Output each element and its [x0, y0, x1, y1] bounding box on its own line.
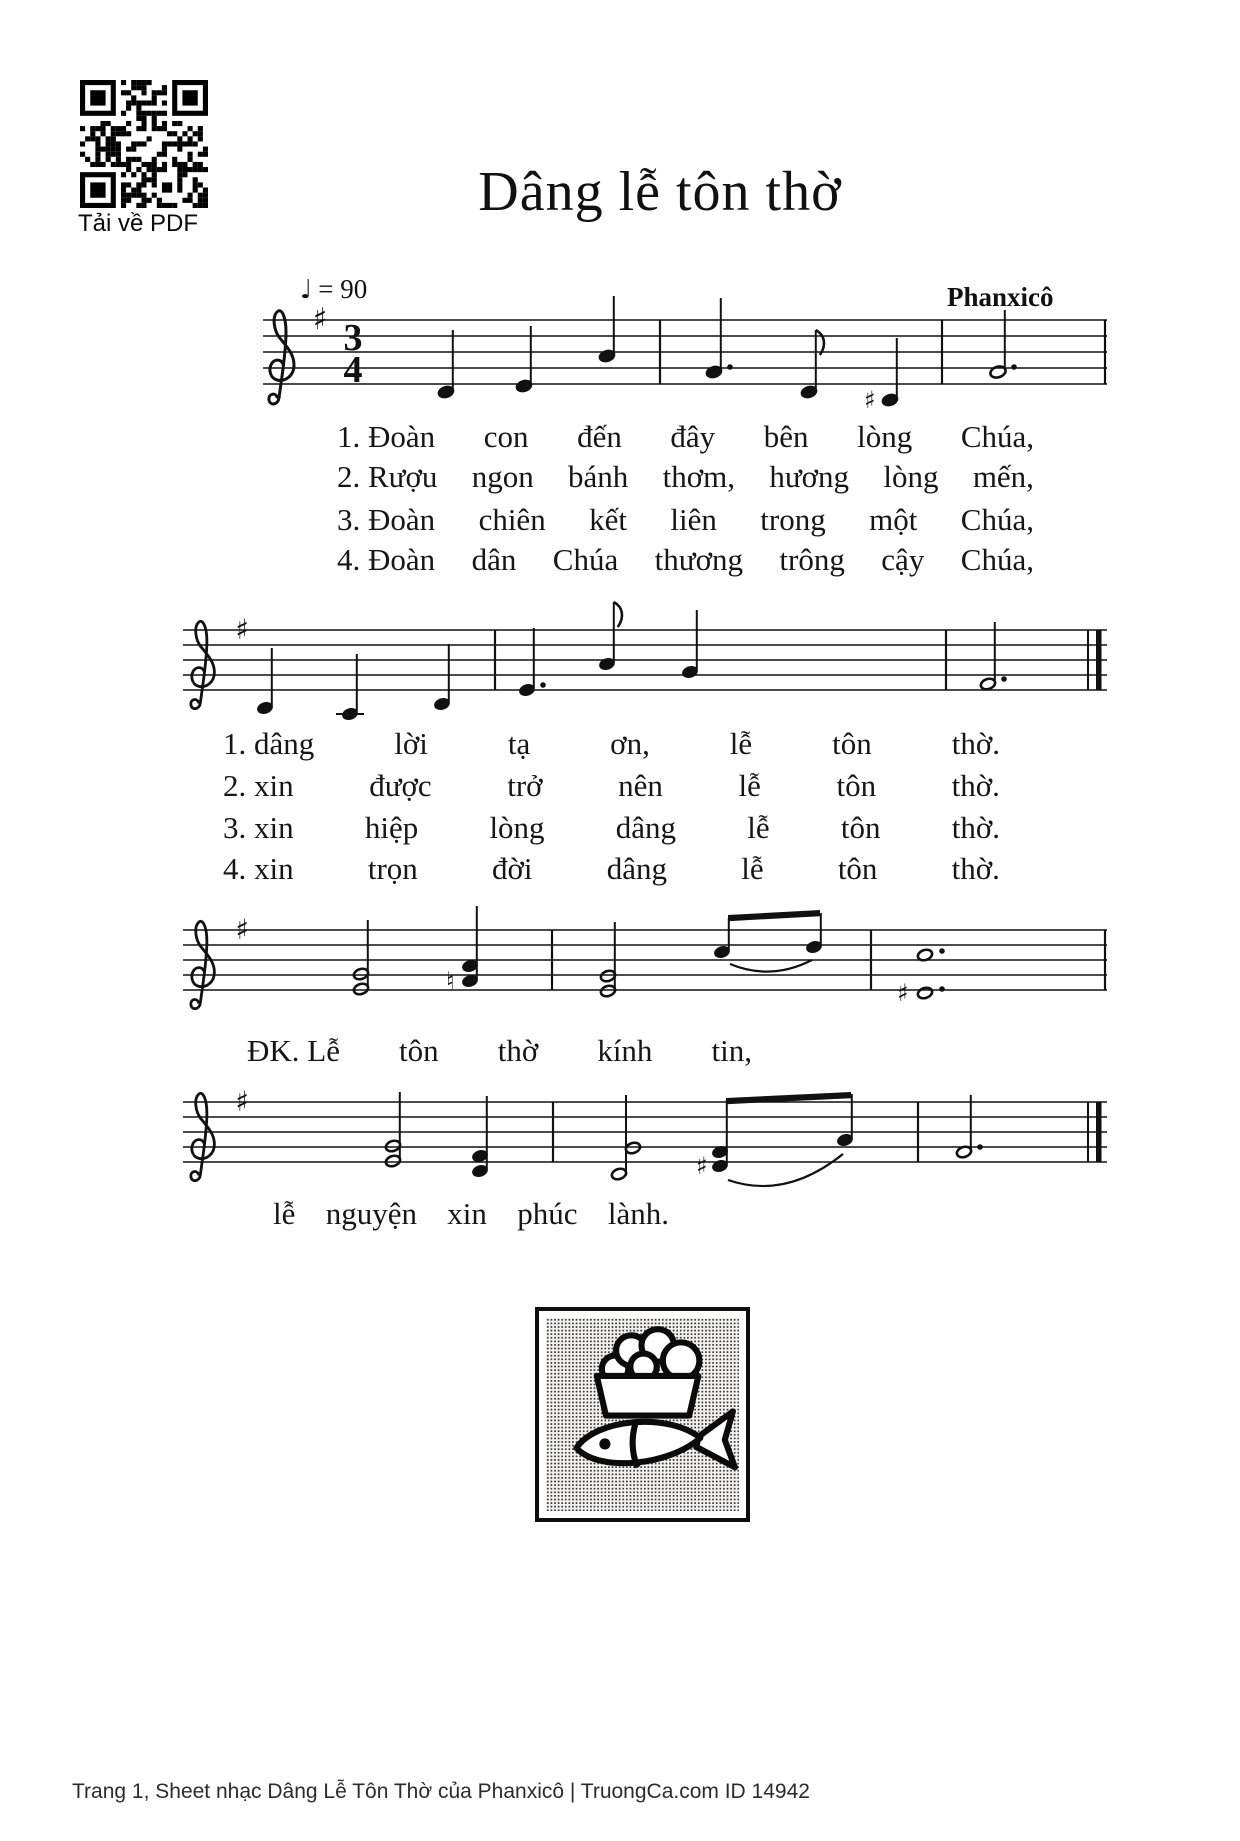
lyrics-verse-intro-1	[337, 419, 1034, 455]
lyrics-verse-end-3	[223, 810, 1000, 846]
lyric-word: 2. Rượu	[337, 459, 438, 494]
lyric-word: dâng	[606, 851, 667, 886]
lyric-word: lành.	[607, 1196, 669, 1231]
lyric-word: thờ.	[951, 810, 1000, 845]
lyric-word: phúc	[517, 1196, 578, 1231]
lyric-word: Chúa	[552, 542, 619, 577]
lyrics-chorus-1	[247, 1033, 752, 1069]
lyric-word: xin	[447, 1196, 487, 1231]
lyric-word: cậy	[881, 542, 925, 577]
lyric-word: 3. xin	[223, 810, 294, 845]
lyric-word: trông	[779, 542, 845, 577]
svg-text:♮: ♮	[446, 967, 455, 995]
quarter-note-icon: ♩	[300, 275, 313, 305]
lyric-word: dân	[471, 542, 517, 577]
lyric-word: lễ	[741, 851, 764, 886]
lyric-word: 4. Đoàn	[337, 542, 436, 577]
lyric-word: lễ	[729, 726, 753, 761]
svg-text:♯: ♯	[696, 1152, 708, 1180]
time-signature-top: 3	[343, 317, 363, 359]
footer-caption: Trang 1, Sheet nhạc Dâng Lễ Tôn Thờ của Phanxicô | TruongCa.com ID 14942	[72, 1780, 810, 1803]
lyric-word: bánh	[568, 459, 629, 494]
lyrics-chorus-2	[273, 1196, 669, 1232]
lyric-word: lòng	[857, 419, 913, 454]
lyric-word: Chúa,	[960, 502, 1034, 537]
time-signature-bottom: 4	[343, 349, 363, 391]
lyric-word: thờ.	[951, 726, 1000, 761]
lyric-word: kết	[589, 502, 627, 537]
download-pdf-label[interactable]: Tải về PDF	[78, 210, 199, 237]
lyric-word: nguyện	[325, 1196, 417, 1231]
lyric-word: tôn	[836, 768, 877, 803]
lyric-word: Chúa,	[960, 419, 1034, 454]
lyric-word: lòng	[883, 459, 939, 494]
bread-fish-logo	[535, 1307, 750, 1522]
lyrics-verse-end-2	[223, 768, 1000, 804]
lyric-word: tôn	[832, 726, 872, 761]
svg-text:♯: ♯	[864, 386, 876, 414]
lyric-word: hương	[769, 459, 850, 494]
lyric-word: 2. xin	[223, 768, 294, 803]
lyric-word: con	[483, 419, 529, 454]
lyric-word: được	[369, 768, 432, 803]
lyric-word: bên	[763, 419, 809, 454]
treble-clef-icon	[269, 311, 294, 404]
lyric-word: lòng	[489, 810, 545, 845]
lyric-word: tôn	[840, 810, 881, 845]
lyric-word: dâng	[615, 810, 677, 845]
lyric-word: 1. dâng	[223, 726, 315, 761]
lyric-word: ơn,	[610, 726, 650, 761]
lyric-word: chiên	[478, 502, 546, 537]
key-signature-sharp: ♯	[235, 1085, 249, 1118]
key-signature-sharp: ♯	[235, 613, 249, 646]
tempo-value: = 90	[318, 274, 368, 304]
lyric-word: lễ	[738, 768, 761, 803]
lyric-word: trở	[507, 768, 543, 803]
lyric-word: mến,	[972, 459, 1034, 494]
lyric-word: hiệp	[364, 810, 419, 845]
staff-1	[263, 296, 1107, 414]
lyric-word: ngon	[471, 459, 534, 494]
lyric-word: 1. Đoàn	[337, 419, 436, 454]
lyric-word: liên	[670, 502, 717, 537]
lyrics-verse-end-4	[223, 851, 1000, 887]
lyric-word: thương	[654, 542, 743, 577]
bread-fish-icon	[546, 1318, 739, 1511]
lyric-word: đến	[577, 419, 622, 454]
composer-name: Phanxicô	[947, 282, 1054, 312]
lyric-word: 3. Đoàn	[337, 502, 436, 537]
lyric-word: một	[869, 502, 918, 537]
lyric-word: trong	[760, 502, 826, 537]
lyrics-verse-intro-3	[337, 502, 1034, 538]
lyric-word: tôn	[399, 1033, 439, 1068]
lyric-word: trọn	[367, 851, 418, 886]
lyric-word: kính	[597, 1033, 653, 1068]
lyric-word: tôn	[837, 851, 878, 886]
key-signature-sharp: ♯	[235, 913, 249, 946]
lyrics-verse-intro-2	[337, 459, 1034, 495]
song-title: Dâng lễ tôn thờ	[478, 161, 842, 223]
staff-4	[183, 1085, 1107, 1186]
staff-3	[183, 906, 1107, 1009]
staff-2	[183, 602, 1107, 721]
lyric-word: nên	[618, 768, 663, 803]
lyric-word: đời	[492, 851, 533, 886]
lyrics-verse-end-1	[223, 726, 1000, 762]
treble-clef-icon	[191, 1093, 215, 1180]
key-signature-sharp: ♯	[312, 302, 328, 337]
lyric-word: tin,	[711, 1033, 752, 1068]
lyric-word: 4. xin	[223, 851, 294, 886]
lyric-word: đây	[670, 419, 716, 454]
lyric-word: thờ.	[951, 851, 1000, 886]
svg-text:♯: ♯	[897, 979, 909, 1007]
lyric-word: thờ	[497, 1033, 539, 1068]
lyric-word: Chúa,	[960, 542, 1034, 577]
treble-clef-icon	[191, 621, 215, 708]
lyrics-verse-intro-4	[337, 542, 1034, 578]
lyric-word: tạ	[507, 726, 531, 761]
lyric-word: thờ.	[951, 768, 1000, 803]
lyric-word: lễ	[747, 810, 770, 845]
tempo-marking	[300, 274, 367, 305]
lyric-word: thơm,	[662, 459, 735, 494]
treble-clef-icon	[191, 921, 215, 1008]
lyric-word: lời	[394, 726, 428, 761]
lyric-word: ĐK. Lễ	[247, 1033, 340, 1068]
lyric-word: lễ	[273, 1196, 296, 1231]
